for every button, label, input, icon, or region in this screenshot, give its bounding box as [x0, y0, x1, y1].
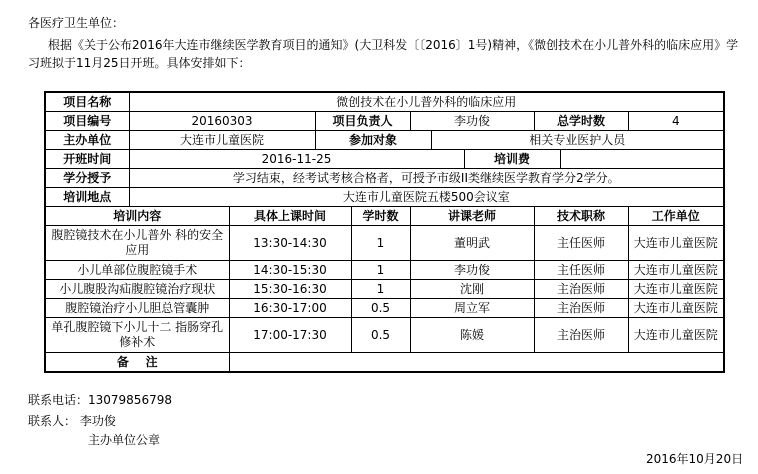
schedule-teacher: 董明武 [410, 226, 534, 261]
host-label: 主办单位 [45, 131, 129, 150]
start-value: 2016-11-25 [129, 150, 464, 169]
project-name-value: 微创技术在小儿普外科的临床应用 [129, 92, 724, 112]
audience-label: 参加对象 [315, 131, 431, 150]
sponsor-seal-text: 主办单位公章 [88, 433, 161, 447]
schedule-title: 主治医师 [534, 318, 628, 353]
table-row [45, 280, 724, 299]
total-hours-value: 4 [628, 112, 724, 131]
schedule-unit: 大连市儿童医院 [628, 318, 724, 353]
salutation: 各医疗卫生单位： [28, 16, 125, 30]
schedule-hours: 0.5 [351, 299, 410, 318]
schedule-header-row [45, 207, 724, 226]
table-row [45, 261, 724, 280]
schedule-content: 单孔腹腔镜下小儿十二 指肠穿孔修补术 [45, 318, 229, 353]
row-host [45, 131, 724, 150]
contact-person: 联系人： 李功俊 [28, 414, 116, 428]
document-date: 2016年10月20日 [646, 452, 744, 466]
course-info-table [44, 91, 725, 373]
remarks-label: 备 注 [45, 353, 229, 373]
start-label: 开班时间 [45, 150, 129, 169]
header-hours: 学时数 [351, 207, 410, 226]
schedule-hours: 1 [351, 261, 410, 280]
leader-label: 项目负责人 [315, 112, 410, 131]
header-teacher: 讲课老师 [410, 207, 534, 226]
schedule-unit: 大连市儿童医院 [628, 226, 724, 261]
remarks-value [229, 353, 724, 373]
table-row [45, 299, 724, 318]
row-remarks [45, 353, 724, 373]
contact-phone: 联系电话：13079856798 [28, 393, 172, 407]
fee-label: 培训费 [464, 150, 560, 169]
schedule-time: 14:30-15:30 [229, 261, 351, 280]
schedule-title: 主治医师 [534, 299, 628, 318]
schedule-content: 腹腔镜治疗小儿胆总管囊肿 [45, 299, 229, 318]
venue-value: 大连市儿童医院五楼500会议室 [129, 188, 724, 207]
header-time: 具体上课时间 [229, 207, 351, 226]
schedule-title: 主任医师 [534, 261, 628, 280]
host-value: 大连市儿童医院 [129, 131, 315, 150]
header-unit: 工作单位 [628, 207, 724, 226]
total-hours-label: 总学时数 [534, 112, 628, 131]
schedule-hours: 0.5 [351, 318, 410, 353]
schedule-time: 17:00-17:30 [229, 318, 351, 353]
schedule-content: 小儿腹股沟疝腹腔镜治疗现状 [45, 280, 229, 299]
credit-value: 学习结束，经考试考核合格者，可授予市级II类继续医学教育学分2学分。 [129, 169, 724, 188]
audience-value: 相关专业医护人员 [431, 131, 724, 150]
schedule-hours: 1 [351, 226, 410, 261]
schedule-time: 16:30-17:00 [229, 299, 351, 318]
schedule-time: 15:30-16:30 [229, 280, 351, 299]
project-no-value: 20160303 [129, 112, 315, 131]
schedule-content: 腹腔镜技术在小儿普外 科的安全应用 [45, 226, 229, 261]
row-project-no [45, 112, 724, 131]
table-row [45, 318, 724, 353]
leader-value: 李功俊 [410, 112, 534, 131]
schedule-unit: 大连市儿童医院 [628, 261, 724, 280]
schedule-title: 主治医师 [534, 280, 628, 299]
schedule-title: 主任医师 [534, 226, 628, 261]
schedule-time: 13:30-14:30 [229, 226, 351, 261]
row-credit [45, 169, 724, 188]
project-name-label: 项目名称 [45, 92, 129, 112]
schedule-content: 小儿单部位腹腔镜手术 [45, 261, 229, 280]
project-no-label: 项目编号 [45, 112, 129, 131]
schedule-hours: 1 [351, 280, 410, 299]
fee-value [560, 150, 724, 169]
intro-line-2: 习班拟于11月25日开班。具体安排如下： [28, 56, 251, 70]
credit-label: 学分授予 [45, 169, 129, 188]
row-project-name [45, 92, 724, 112]
schedule-unit: 大连市儿童医院 [628, 299, 724, 318]
schedule-unit: 大连市儿童医院 [628, 280, 724, 299]
schedule-teacher: 陈媛 [410, 318, 534, 353]
row-venue [45, 188, 724, 207]
row-start [45, 150, 724, 169]
schedule-teacher: 李功俊 [410, 261, 534, 280]
schedule-teacher: 周立军 [410, 299, 534, 318]
intro-line-1: 根据《关于公布2016年大连市继续医学教育项目的通知》(大卫科发〔〔2016〕1号)精神，《微创技术在小儿普外科的临床应用》学 [48, 38, 739, 52]
schedule-teacher: 沈刚 [410, 280, 534, 299]
header-title: 技术职称 [534, 207, 628, 226]
header-content: 培训内容 [45, 207, 229, 226]
table-row [45, 226, 724, 261]
venue-label: 培训地点 [45, 188, 129, 207]
